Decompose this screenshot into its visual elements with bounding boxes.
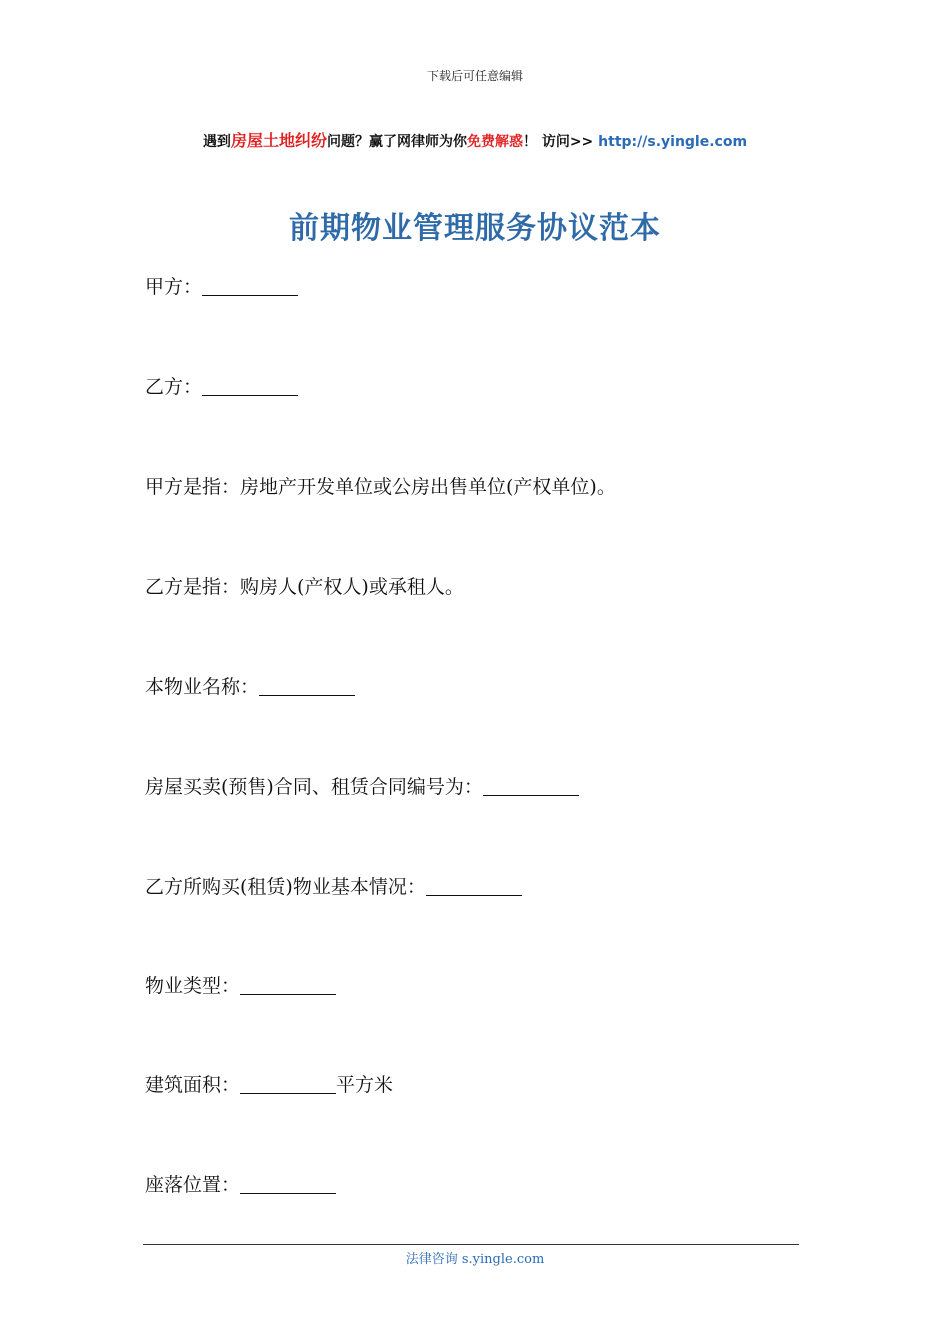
party-b-label: 乙方： bbox=[145, 376, 203, 398]
promo-banner bbox=[0, 128, 950, 151]
location-blank[interactable] bbox=[240, 1175, 336, 1194]
property-basics-label: 乙方所购买(租赁)物业基本情况： bbox=[145, 876, 426, 898]
property-name-blank[interactable] bbox=[259, 677, 355, 696]
contract-number-blank[interactable] bbox=[483, 777, 579, 796]
footer-divider bbox=[143, 1244, 799, 1245]
footer-link[interactable]: 法律咨询 s.yingle.com bbox=[405, 1252, 545, 1267]
floor-area-unit: 平方米 bbox=[336, 1074, 394, 1096]
party-b-definition bbox=[145, 572, 464, 599]
promo-highlight-2: 免费解惑 bbox=[466, 134, 523, 150]
party-a-definition-text: 甲方是指：房地产开发单位或公房出售单位(产权单位)。 bbox=[145, 476, 616, 498]
party-a-definition bbox=[145, 472, 616, 499]
document-title: 前期物业管理服务协议范本 bbox=[289, 211, 661, 246]
property-type-label: 物业类型： bbox=[145, 975, 241, 997]
promo-highlight: 房屋土地纠纷 bbox=[230, 131, 327, 150]
property-type-line bbox=[145, 971, 336, 998]
party-b-definition-text: 乙方是指：购房人(产权人)或承租人。 bbox=[145, 576, 464, 598]
promo-prefix: 遇到 bbox=[202, 134, 231, 150]
floor-area-line bbox=[145, 1070, 393, 1097]
property-basics-blank[interactable] bbox=[426, 877, 522, 896]
floor-area-label: 建筑面积： bbox=[145, 1074, 241, 1096]
property-basics-line bbox=[145, 872, 522, 899]
promo-link[interactable]: http://s.yingle.com bbox=[598, 134, 748, 150]
party-a-line bbox=[145, 272, 298, 299]
property-type-blank[interactable] bbox=[240, 976, 336, 995]
floor-area-blank[interactable] bbox=[240, 1075, 336, 1094]
header-note: 下载后可任意编辑 bbox=[426, 69, 523, 83]
location-line bbox=[145, 1170, 336, 1197]
party-b-blank[interactable] bbox=[202, 377, 298, 396]
location-label: 座落位置： bbox=[145, 1174, 241, 1196]
party-b-line bbox=[145, 372, 298, 399]
contract-number-line bbox=[145, 772, 579, 799]
property-name-line bbox=[145, 672, 355, 699]
contract-number-label: 房屋买卖(预售)合同、租赁合同编号为： bbox=[145, 776, 483, 798]
party-a-label: 甲方： bbox=[145, 276, 203, 298]
promo-suffix: ！ 访问>> bbox=[522, 134, 599, 150]
property-name-label: 本物业名称： bbox=[145, 676, 260, 698]
promo-middle: 问题？赢了网律师为你 bbox=[326, 134, 467, 150]
party-a-blank[interactable] bbox=[202, 277, 298, 296]
